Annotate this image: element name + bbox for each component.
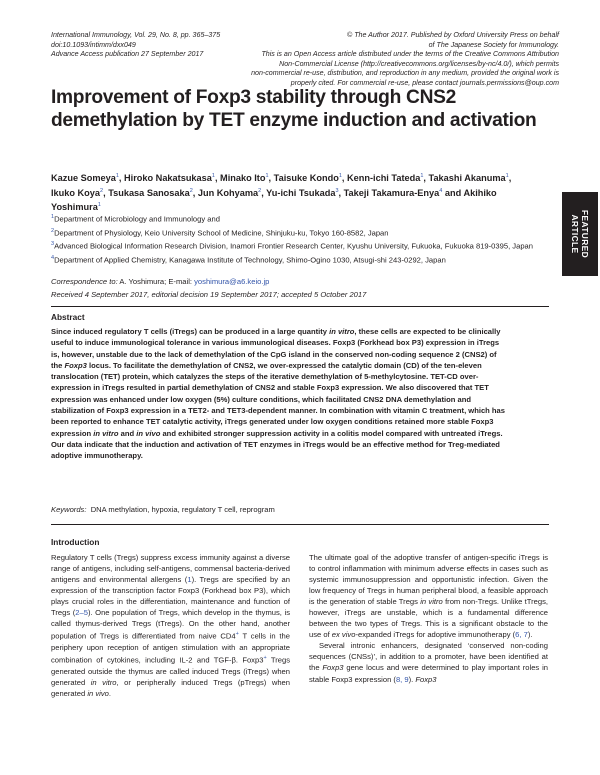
text-run: and [118,428,137,438]
affiliation-item [51,254,551,265]
affiliations [51,213,551,268]
featured-article-tab [562,192,598,276]
affiliation-marker: 1 [97,202,101,209]
author-name: Hiroko Nakatsukasa [124,173,212,184]
affiliation-text: Advanced Biological Information Research Division, Inamori Frontier Research Center, Kyushu University, Fukuoka, Fukuoka 819-0395, Japan [54,241,533,251]
text-run: gene locus and were determined to play important roles in stable Foxp3 expression ( [309,663,548,684]
license-line: This is an Open Access article distributed under the terms of the Creative Commons Attribution [261,50,559,59]
text-run: and exhibited stronger suppression activity in a colitis model compared with untreated iTregs. Our data indicate that the induction and activation of TET enzymes in iTregs would be an effective method for Treg-mediated adoptive immunotherapy. [51,428,503,461]
introduction-column-right [309,552,548,685]
author-name: Tsukasa Sanosaka [108,187,190,198]
correspondence [51,277,269,287]
featured-label-line2: ARTICLE [570,214,580,254]
affiliation-marker: 2 [100,187,104,194]
superscript: + [235,631,239,638]
license-line: © The Author 2017. Published by Oxford University Press on behalf [347,31,559,39]
abstract-body [51,326,509,462]
text-run: from non-Tregs. Unlike tTregs, however, iTregs are unstable, which is a fundamental difference between the two types of Tregs. This is a significant obstacle to the use of [309,597,548,640]
affiliation-item [51,240,551,251]
italic-term: in vitro [329,327,355,336]
author-name: Ikuko Koya [51,187,101,198]
author-name: Akihiko Yoshimura [51,187,497,213]
affiliation-marker: 4 [439,187,443,194]
author-name: Kenn-ichi Tateda [347,173,421,184]
reference-link[interactable]: 6, 7 [515,630,528,640]
italic-term: in vivo [87,688,109,698]
text-run: Tregs generated outside the thymus are called induced Tregs (iTregs) when generated [51,655,291,687]
license-line: of The Japanese Society for Immunology. [428,40,559,49]
text-run: locus. To facilitate the demethylation of CNS2, we over-expressed the catalytic domain (CD) of the ten-eleven translocation (TET) protein, which catalyzes the steps of the iterative demethylation of 5-methylcytosine. TET-CD over-expression in iTregs resulted in partial demethylation of CNS2 and stable Foxp3 expression. We also discovered that TET expression was enhanced under low oxygen (5%) culture conditions, which facilitated CNS2 DNA demethylation and stabilization of Foxp3 expression in a TET2- and TET3-dependent manner. In combination with vitamin C treatment, which has been reported to enhance TET catalytic activity, iTregs generated under low oxygen conditions retained more stable Foxp3 expression [51,360,506,438]
author-name: Taisuke Kondo [273,173,339,184]
paragraph [309,640,548,684]
affiliation-marker: 1 [265,173,269,179]
abstract-heading: Abstract [51,312,85,322]
text-run: Since induced regulatory T cells (iTregs) can be produced in a large quantity [51,327,330,336]
article-title: Improvement of Foxp3 stability through CNS2 demethylation by TET enzyme induction and activation [51,87,537,131]
license-line: Non-Commercial License (http://creativecommons.org/licenses/by-nc/4.0/), which permits [279,59,559,68]
italic-term: Foxp3 [415,674,437,684]
divider [51,306,549,307]
email-link[interactable]: yoshimura@a6.keio.jp [194,277,270,286]
text-run: Several intronic enhancers, designated ‘conserved non-coding sequences (CNSs)’, in addition to a promoter, have been identified at the [309,641,548,673]
doi: doi:10.1093/intimm/dxx049 [51,40,136,49]
author-name: Kazue Someya [51,173,116,184]
keywords [51,505,275,515]
text-run: , or peripherally induced Tregs (pTregs) when generated [51,677,290,698]
author-name: Takeji Takamura-Enya [343,187,440,198]
paragraph [51,552,290,699]
text-run: ). One population of Tregs, which develop in the thymus, is called thymus-derived Tregs (tTregs). On the other hand, another population of Tregs is differentiated from naive CD4 [51,608,290,641]
license-line: non-commercial re-use, distribution, and reproduction in any medium, provided the original work is [251,69,559,78]
reference-link[interactable]: 2–5 [75,608,88,618]
affiliation-marker: 3 [335,187,339,194]
text-run: . [108,688,111,698]
affiliation-number: 2 [51,227,55,234]
advance-access-date: Advance Access publication 27 September 2017 [51,50,204,59]
paragraph [309,552,548,640]
italic-term: in vitro [93,428,119,438]
italic-term: in vitro [420,597,443,607]
text-run: ). [408,674,416,684]
keywords-text: DNA methylation, hypoxia, regulatory T cell, reprogram [90,505,275,514]
correspondence-text: A. Yoshimura; E-mail: [119,277,192,286]
author-list: Kazue Someya$^1$, Hiroko Nakatsukasa$^1$, Minako Ito$^1$, Taisuke Kondo$^1$, Kenn-ichi Tateda$^1$, Takashi Akanuma$^1$, Ikuko Koya$^2$, Tsukasa Sanosaka$^2$, Jun Kohyama$^2$, Yu-ichi Tsukada$^3$, Takeji Takamura-Enya$^4$ and Akihiko Yoshimura$^1$ [51,173,512,213]
correspondence-label: Correspondence to: [51,277,118,286]
affiliation-text: Department of Physiology, Keio University School of Medicine, Shinjuku-ku, Tokyo 160-8582, Japan [54,228,389,238]
affiliation-marker: 1 [115,173,119,179]
affiliation-marker: 1 [505,173,509,179]
reference-link[interactable]: 8, 9 [395,674,409,684]
text-run: ). Tregs are specified by an expression of the transcription factor Foxp3 (Forkhead box P3), which plays crucial roles in the differentiation, maintenance and function of Tregs ( [51,575,290,618]
affiliation-number: 3 [51,241,55,248]
journal-issue: International Immunology, Vol. 29, No. 8, pp. 365–375 [51,31,221,39]
text-run: T cells in the periphery upon reception of antigen stimulation with an appropriate combination of cytokines, including IL-2 and TGF-β. Foxp3 [51,631,290,665]
text-run: , these cells are expected to be clinically useful to induce immunological tolerance in various immunological diseases. Foxp3 (Forkhead box P3) expression in iTregs is, however, unstable due to the lack of demethylation of the CpG island in the conserved non-coding sequence 2 (CNS2) of the [51,327,501,370]
affiliation-number: 4 [51,254,55,261]
superscript: + [263,654,267,661]
affiliation-text: Department of Microbiology and Immunology and [54,214,220,224]
italic-term: Foxp3 [322,663,344,673]
license-statement [210,31,559,89]
reference-link[interactable]: 1 [187,575,192,585]
author-name: Yu-ichi Tsukada [266,187,336,198]
affiliation-marker: 1 [338,173,342,179]
italic-term: in vivo [136,428,161,438]
introduction-column-left [51,552,290,699]
text-run: -expanded iTregs for adoptive immunotherapy ( [355,630,516,640]
text-run: ). [527,630,533,640]
author-name: Jun Kohyama [197,187,259,198]
affiliation-text: Department of Applied Chemistry, Kanagawa Institute of Technology, Shimo-Ogino 1030, Atsugi-shi 243-0292, Japan [54,255,446,265]
affiliation-marker: 2 [189,187,193,194]
license-line: properly cited. For commercial re-use, please contact journals.permissions@oup.com [290,78,559,87]
affiliation-item [51,227,551,238]
italic-term: Foxp3 [64,360,87,370]
keywords-label: Keywords: [51,505,87,514]
introduction-heading: Introduction [51,537,100,547]
affiliation-number: 1 [51,214,55,220]
affiliation-marker: 2 [258,187,262,194]
affiliation-marker: 1 [211,173,215,179]
italic-term: ex vivo [331,630,356,640]
italic-term: in vitro [90,677,117,687]
text-run: Regulatory T cells (Tregs) suppress excess immunity against a diverse range of antigens, including self-antigens, commensal bacteria-derived antigens and environmental allergens ( [51,553,290,585]
received-dates: Received 4 September 2017, editorial decision 19 September 2017; accepted 5 October 2017 [51,290,367,299]
divider [51,524,549,525]
affiliation-marker: 1 [420,173,424,179]
author-name: Minako Ito [220,173,266,184]
text-run: The ultimate goal of the adoptive transfer of antigen-specific iTregs is to control inflammation with minimum adverse effects in cases such as systemic immunosuppression and opportunistic infection. Given the low frequency of Tregs in human peripheral blood, a feasible approach is the generation of stable Tregs [309,553,548,607]
affiliation-item [51,213,551,224]
featured-article-label [570,210,590,258]
author-name: Takashi Akanuma [428,173,506,184]
featured-label-line1: FEATURED [580,209,590,259]
